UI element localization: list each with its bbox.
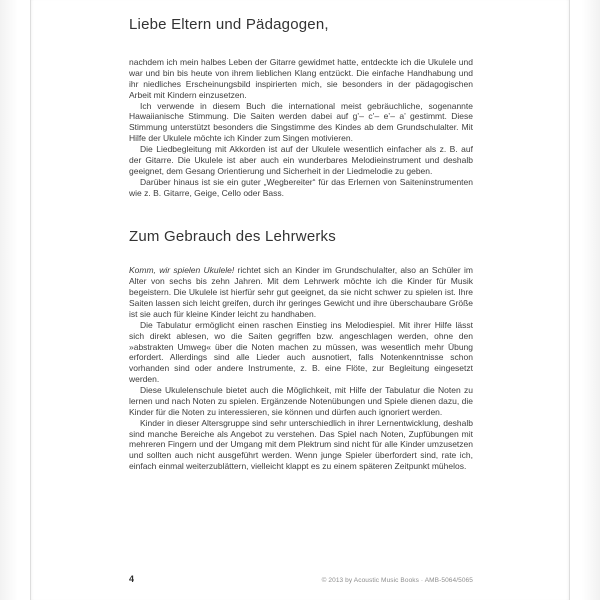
paragraph: Die Tabulatur ermöglicht einen raschen Einstieg ins Melodiespiel. Mit ihrer Hilfe lässt sich direkt ablesen, wo die Saiten gegriffen bzw. angeschlagen werden, ohne den »abstrakten Umweg« über die Noten machen zu müssen, was wesentlich mehr Übung erfordert. Allerdings sind alle Lieder auch ausnotiert, falls Notenkenntnisse schon vorhanden sind oder andere Instrumente, z. B. eine Flöte, zur Begleitung eingesetzt werden. <box>129 319 473 385</box>
paragraph: Kinder in dieser Altersgruppe sind sehr unterschiedlich in ihrer Lernentwicklung, deshalb sind manche Bereiche als Angebot zu verstehen. Das Spiel nach Noten, Zupfübungen mit mehreren Fingern und der Umgang mit dem Plektrum sind nicht für alle Kinder umzusetzen und sollten auch nicht ausgeführt werden. Wenn junge Spieler überfordert sind, rate ich, einfach einmal weiterzublättern, vielleicht klappt es zu einem späteren Zeitpunkt mühelos. <box>129 417 473 472</box>
page-number: 4 <box>129 574 135 584</box>
paragraph: Diese Ukulelenschule bietet auch die Möglichkeit, mit Hilfe der Tabulatur die Noten zu lernen und nach Noten zu spielen. Ergänzende Notenübungen und Spiele dienen dazu, die Kinder für die Noten zu interessieren, sie können und dürfen auch ignoriert werden. <box>129 385 473 417</box>
book-page <box>30 0 570 600</box>
paragraph <box>129 265 473 319</box>
intro-section <box>129 16 473 198</box>
section-heading-intro: Liebe Eltern und Pädagogen, <box>129 16 329 33</box>
page-footer <box>129 574 473 584</box>
paragraph: Ich verwende in diesem Buch die international meist gebräuchliche, sogenannte Hawaiianische Stimmung. Die Saiten werden dabei auf g’– c’– e’– a’ gestimmt. Diese Stimmung unterstützt besonders die Singstimme des Kindes ab dem Grundschulalter. Mit Hilfe der Ukulele möchte ich Kinder zum Singen motivieren. <box>129 100 473 144</box>
book-title-italic: Komm, wir spielen Ukulele! <box>129 265 235 276</box>
section-heading-usage: Zum Gebrauch des Lehrwerks <box>129 228 336 246</box>
copyright-notice: © 2013 by Acoustic Music Books · AMB-5064/5065 <box>321 577 473 584</box>
paragraph: nachdem ich mein halbes Leben der Gitarre gewidmet hatte, entdeckte ich die Ukulele und war und bin bis heute von ihrem lieblichen Klang entzückt. Die einfache Handhabung und ihr niedliches Erscheinungsbild inspirierten mich, sie besonders in der pädagogischen Arbeit mit Kindern einzusetzen. <box>129 57 473 100</box>
paragraph: Die Liedbegleitung mit Akkorden ist auf der Ukulele wesentlich einfacher als z. B. auf der Gitarre. Die Ukulele ist aber auch ein wunderbares Melodieinstrument und deshalb geeignet, dem Gesang Orientierung und Sicherheit in der Liedmelodie zu geben. <box>129 144 473 176</box>
paragraph-text: richtet sich an Kinder im Grundschulalter, also an Schüler im Alter von sechs bis zehn Jahren. Mit dem Lehrwerk möchte ich die Kinder für Musik begeistern. Die Ukulele ist hierfür sehr gut geeignet, da sie nicht schwer zu spielen ist. Ihre Saiten lassen sich leicht greifen, durch ihr geringes Gewicht und ihre überschaubare Größe ist sie auch für kleine Kinder leicht zu handhaben. <box>129 265 473 319</box>
usage-section <box>129 228 473 472</box>
paragraph: Darüber hinaus ist sie ein guter „Wegbereiter“ für das Erlernen von Saiteninstrumenten wie z. B. Gitarre, Geige, Cello oder Bass. <box>129 176 473 198</box>
